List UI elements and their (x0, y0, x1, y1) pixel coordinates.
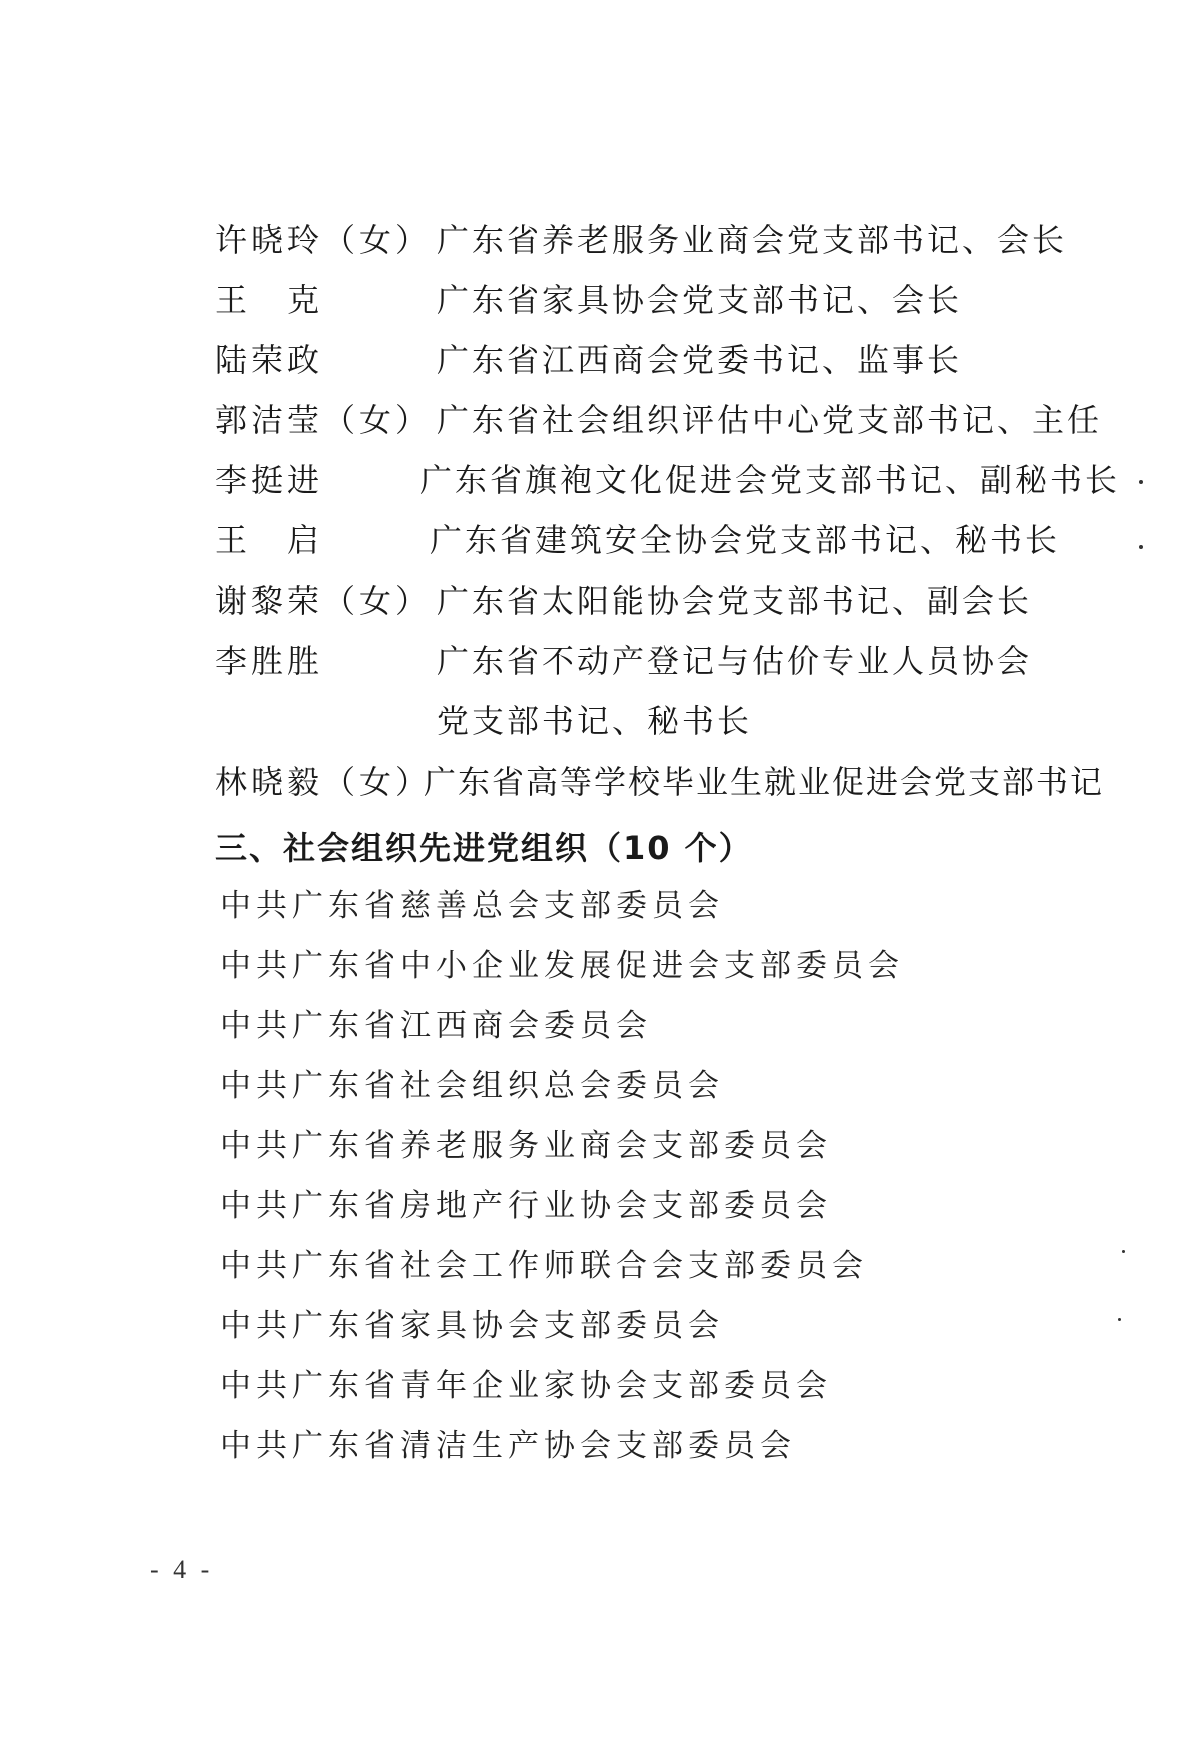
organization-item: 中共广东省中小企业发展促进会支部委员会 (220, 948, 904, 984)
person-name: 王 克 (215, 281, 324, 319)
organization-item: 中共广东省江西商会委员会 (220, 1008, 652, 1044)
organization-item: 中共广东省清洁生产协会支部委员会 (220, 1428, 796, 1464)
person-name: 林晓毅（女） (215, 763, 432, 801)
scan-speck (1139, 545, 1143, 549)
person-name: 李胜胜 (215, 642, 324, 680)
person-row (0, 514, 1197, 566)
person-title: 广东省建筑安全协会党支部书记、秘书长 (430, 521, 1061, 559)
person-name: 陆荣政 (215, 341, 324, 379)
section-heading: 三、社会组织先进党组织（10 个） (215, 829, 753, 867)
person-row (0, 274, 1197, 326)
person-row (0, 334, 1197, 386)
person-title: 广东省江西商会党委书记、监事长 (437, 341, 963, 379)
person-title: 广东省不动产登记与估价专业人员协会 (437, 642, 1033, 680)
person-title: 广东省太阳能协会党支部书记、副会长 (437, 582, 1033, 620)
person-row-continuation (0, 695, 1197, 747)
person-row (0, 756, 1197, 808)
scan-speck (1118, 1318, 1121, 1321)
person-title: 广东省养老服务业商会党支部书记、会长 (437, 221, 1068, 259)
person-name: 许晓玲（女） (215, 221, 432, 259)
person-name: 李挺进 (215, 461, 324, 499)
organization-item: 中共广东省社会工作师联合会支部委员会 (220, 1248, 868, 1284)
person-row (0, 214, 1197, 266)
person-name: 谢黎荣（女） (215, 582, 432, 620)
person-name: 王 启 (215, 521, 324, 559)
person-row (0, 394, 1197, 446)
person-title: 广东省旗袍文化促进会党支部书记、副秘书长 (420, 461, 1121, 499)
scan-speck (1139, 480, 1143, 484)
person-title: 广东省高等学校毕业生就业促进会党支部书记 (424, 763, 1105, 801)
organization-item: 中共广东省养老服务业商会支部委员会 (220, 1128, 832, 1164)
person-row (0, 575, 1197, 627)
person-title: 广东省家具协会党支部书记、会长 (437, 281, 963, 319)
organization-item: 中共广东省家具协会支部委员会 (220, 1308, 724, 1344)
person-title: 广东省社会组织评估中心党支部书记、主任 (437, 401, 1103, 439)
person-title-continuation: 党支部书记、秘书长 (437, 702, 753, 740)
organization-item: 中共广东省青年企业家协会支部委员会 (220, 1368, 832, 1404)
scan-speck (1122, 1250, 1125, 1253)
person-name: 郭洁莹（女） (215, 401, 432, 439)
organization-item: 中共广东省慈善总会支部委员会 (220, 888, 724, 924)
organization-item: 中共广东省房地产行业协会支部委员会 (220, 1188, 832, 1224)
person-row (0, 454, 1197, 506)
organization-item: 中共广东省社会组织总会委员会 (220, 1068, 724, 1104)
page-number: - 4 - (150, 1555, 214, 1584)
person-row (0, 635, 1197, 687)
